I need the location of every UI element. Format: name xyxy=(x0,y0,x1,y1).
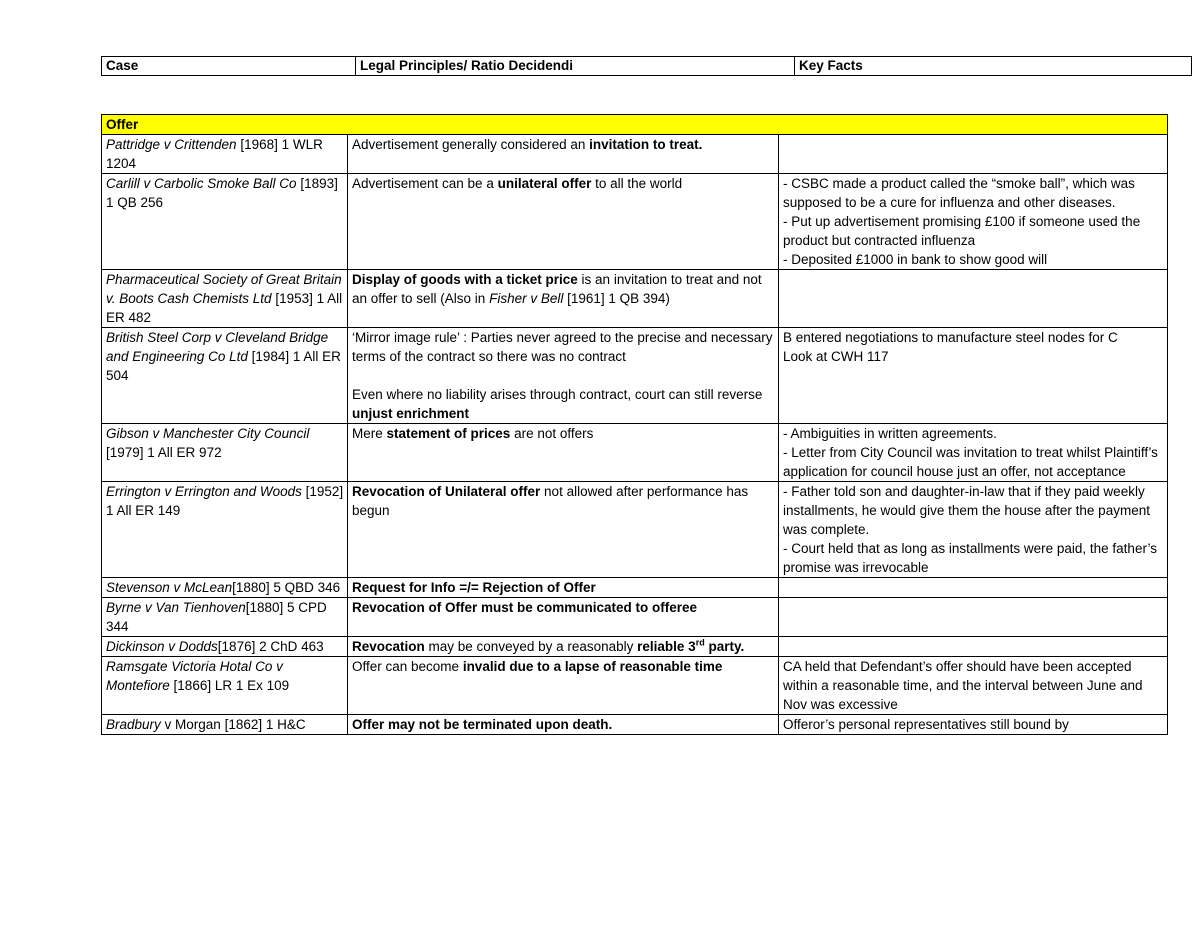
facts-cell xyxy=(779,657,1168,715)
principle-text: Advertisement generally considered an xyxy=(352,137,590,152)
paragraph-gap xyxy=(352,366,775,385)
principle-text: Fisher v Bell xyxy=(489,291,564,306)
principle-cell xyxy=(348,174,779,270)
principle-text: may be conveyed by a reasonably xyxy=(424,639,638,654)
case-citation: [1880] 5 QBD 346 xyxy=(232,580,341,595)
facts-cell xyxy=(779,328,1168,424)
fact-line: - CSBC made a product called the “smoke ball”, which was supposed to be a cure for influenza and other diseases. xyxy=(783,176,1135,210)
principle-cell xyxy=(348,424,779,482)
case-cell xyxy=(102,135,348,174)
case-citation: [1862] 1 H&C xyxy=(220,717,306,732)
principle-text: invitation to treat. xyxy=(589,137,703,152)
case-citation: [1880] 5 CPD 344 xyxy=(106,600,327,634)
case-cell xyxy=(102,598,348,637)
case-table xyxy=(101,114,1168,735)
table-row xyxy=(102,715,1168,735)
principle-text: party. xyxy=(704,639,745,654)
facts-cell xyxy=(779,270,1168,328)
table-row xyxy=(102,328,1168,424)
principle-text: reliable 3 xyxy=(637,639,696,654)
header-key-facts: Key Facts xyxy=(795,57,1192,76)
principle-text: Display of goods with a ticket price xyxy=(352,272,578,287)
case-name: British Steel Corp v Cleveland Bridge and Engineering Co Ltd xyxy=(106,330,329,364)
principle-text: Even where no liability arises through contract, court can still reverse xyxy=(352,387,763,402)
principle-text: rd xyxy=(695,637,705,648)
fact-line: - Ambiguities in written agreements. xyxy=(783,426,997,441)
facts-cell xyxy=(779,578,1168,598)
case-citation: [1984] 1 All ER 504 xyxy=(106,349,341,383)
case-citation: [1953] 1 All ER 482 xyxy=(106,291,343,325)
table-row xyxy=(102,637,1168,657)
case-citation: [1968] 1 WLR 1204 xyxy=(106,137,323,171)
case-name: Gibson v Manchester City Council xyxy=(106,426,310,441)
principle-text: [1961] 1 QB 394) xyxy=(563,291,670,306)
principle-cell xyxy=(348,270,779,328)
fact-line: - Father told son and daughter-in-law that if they paid weekly installments, he would give them the house after the payment was complete. xyxy=(783,484,1150,537)
principle-text: unilateral offer xyxy=(497,176,592,191)
fact-line: Look at CWH 117 xyxy=(783,349,889,364)
principle-cell xyxy=(348,598,779,637)
case-cell xyxy=(102,270,348,328)
principle-cell xyxy=(348,135,779,174)
case-name-suffix: v Morgan xyxy=(160,717,221,732)
case-citation: [1876] 2 ChD 463 xyxy=(217,639,324,654)
header-case: Case xyxy=(102,57,356,76)
header-table xyxy=(101,56,1192,76)
principle-text: to all the world xyxy=(591,176,683,191)
facts-cell xyxy=(779,715,1168,735)
facts-cell xyxy=(779,598,1168,637)
principle-text: statement of prices xyxy=(386,426,511,441)
fact-line: - Court held that as long as installments were paid, the father’s promise was irrevocable xyxy=(783,541,1157,575)
case-cell xyxy=(102,424,348,482)
principle-text: Revocation xyxy=(352,639,425,654)
principle-cell xyxy=(348,482,779,578)
case-citation: [1952] 1 All ER 149 xyxy=(106,484,344,518)
principle-cell xyxy=(348,328,779,424)
principle-text: invalid due to a lapse of reasonable time xyxy=(462,659,723,674)
facts-cell xyxy=(779,637,1168,657)
fact-line: CA held that Defendant’s offer should have been accepted within a reasonable time, and the interval between June and Nov was excessive xyxy=(783,659,1143,712)
fact-line: - Put up advertisement promising £100 if someone used the product but contracted influenza xyxy=(783,214,1141,248)
table-row xyxy=(102,424,1168,482)
table-row xyxy=(102,482,1168,578)
section-header-row xyxy=(102,115,1168,135)
principle-text: is an invitation to treat and not an offer to sell (Also in xyxy=(352,272,762,306)
header-row xyxy=(102,57,1192,76)
case-name: Ramsgate Victoria Hotal Co v Montefiore xyxy=(106,659,283,693)
case-cell xyxy=(102,578,348,598)
principle-text: are not offers xyxy=(510,426,594,441)
table-row xyxy=(102,135,1168,174)
principle-text: Request for Info =/= Rejection of Offer xyxy=(352,580,596,595)
fact-line: - Letter from City Council was invitation to treat whilst Plaintiff’s application for council house just an offer, not acceptance xyxy=(783,445,1158,479)
case-cell xyxy=(102,715,348,735)
case-cell xyxy=(102,637,348,657)
case-name: Bradbury xyxy=(106,717,161,732)
case-citation: [1893] 1 QB 256 xyxy=(106,176,338,210)
table-row xyxy=(102,657,1168,715)
principle-text: Advertisement can be a xyxy=(352,176,498,191)
table-row xyxy=(102,270,1168,328)
facts-cell xyxy=(779,174,1168,270)
case-cell xyxy=(102,328,348,424)
principle-text: Revocation of Unilateral offer xyxy=(352,484,541,499)
case-cell xyxy=(102,174,348,270)
case-cell xyxy=(102,657,348,715)
table-row xyxy=(102,174,1168,270)
principle-cell xyxy=(348,578,779,598)
header-principles: Legal Principles/ Ratio Decidendi xyxy=(356,57,795,76)
facts-cell xyxy=(779,482,1168,578)
case-name: Stevenson v McLean xyxy=(106,580,233,595)
table-row xyxy=(102,598,1168,637)
table-row xyxy=(102,578,1168,598)
principle-text: Mere xyxy=(352,426,387,441)
principle-text: ‘Mirror image rule’ : Parties never agreed to the precise and necessary terms of the contract so there was no contract xyxy=(352,330,773,364)
principle-cell xyxy=(348,715,779,735)
case-name: Errington v Errington and Woods xyxy=(106,484,302,499)
case-name: Dickinson v Dodds xyxy=(106,639,218,654)
principle-cell xyxy=(348,637,779,657)
case-name: Byrne v Van Tienhoven xyxy=(106,600,246,615)
fact-line: B entered negotiations to manufacture steel nodes for C xyxy=(783,330,1118,345)
fact-line: - Deposited £1000 in bank to show good will xyxy=(783,252,1048,267)
case-citation: [1979] 1 All ER 972 xyxy=(106,445,222,460)
facts-cell xyxy=(779,424,1168,482)
case-cell xyxy=(102,482,348,578)
case-name: Carlill v Carbolic Smoke Ball Co xyxy=(106,176,297,191)
section-title: Offer xyxy=(102,115,1168,135)
principle-text: Revocation of Offer must be communicated to offeree xyxy=(352,600,698,615)
case-citation: [1866] LR 1 Ex 109 xyxy=(169,678,290,693)
facts-cell xyxy=(779,135,1168,174)
principle-cell xyxy=(348,657,779,715)
fact-line: Offeror’s personal representatives still bound by xyxy=(783,717,1069,732)
principle-text: Offer can become xyxy=(352,659,463,674)
principle-text: not allowed after performance has begun xyxy=(352,484,749,518)
case-name: Pattridge v Crittenden xyxy=(106,137,237,152)
principle-text: unjust enrichment xyxy=(352,406,470,421)
case-name: Pharmaceutical Society of Great Britain v. Boots Cash Chemists Ltd xyxy=(106,272,342,306)
principle-text: Offer may not be terminated upon death. xyxy=(352,717,613,732)
